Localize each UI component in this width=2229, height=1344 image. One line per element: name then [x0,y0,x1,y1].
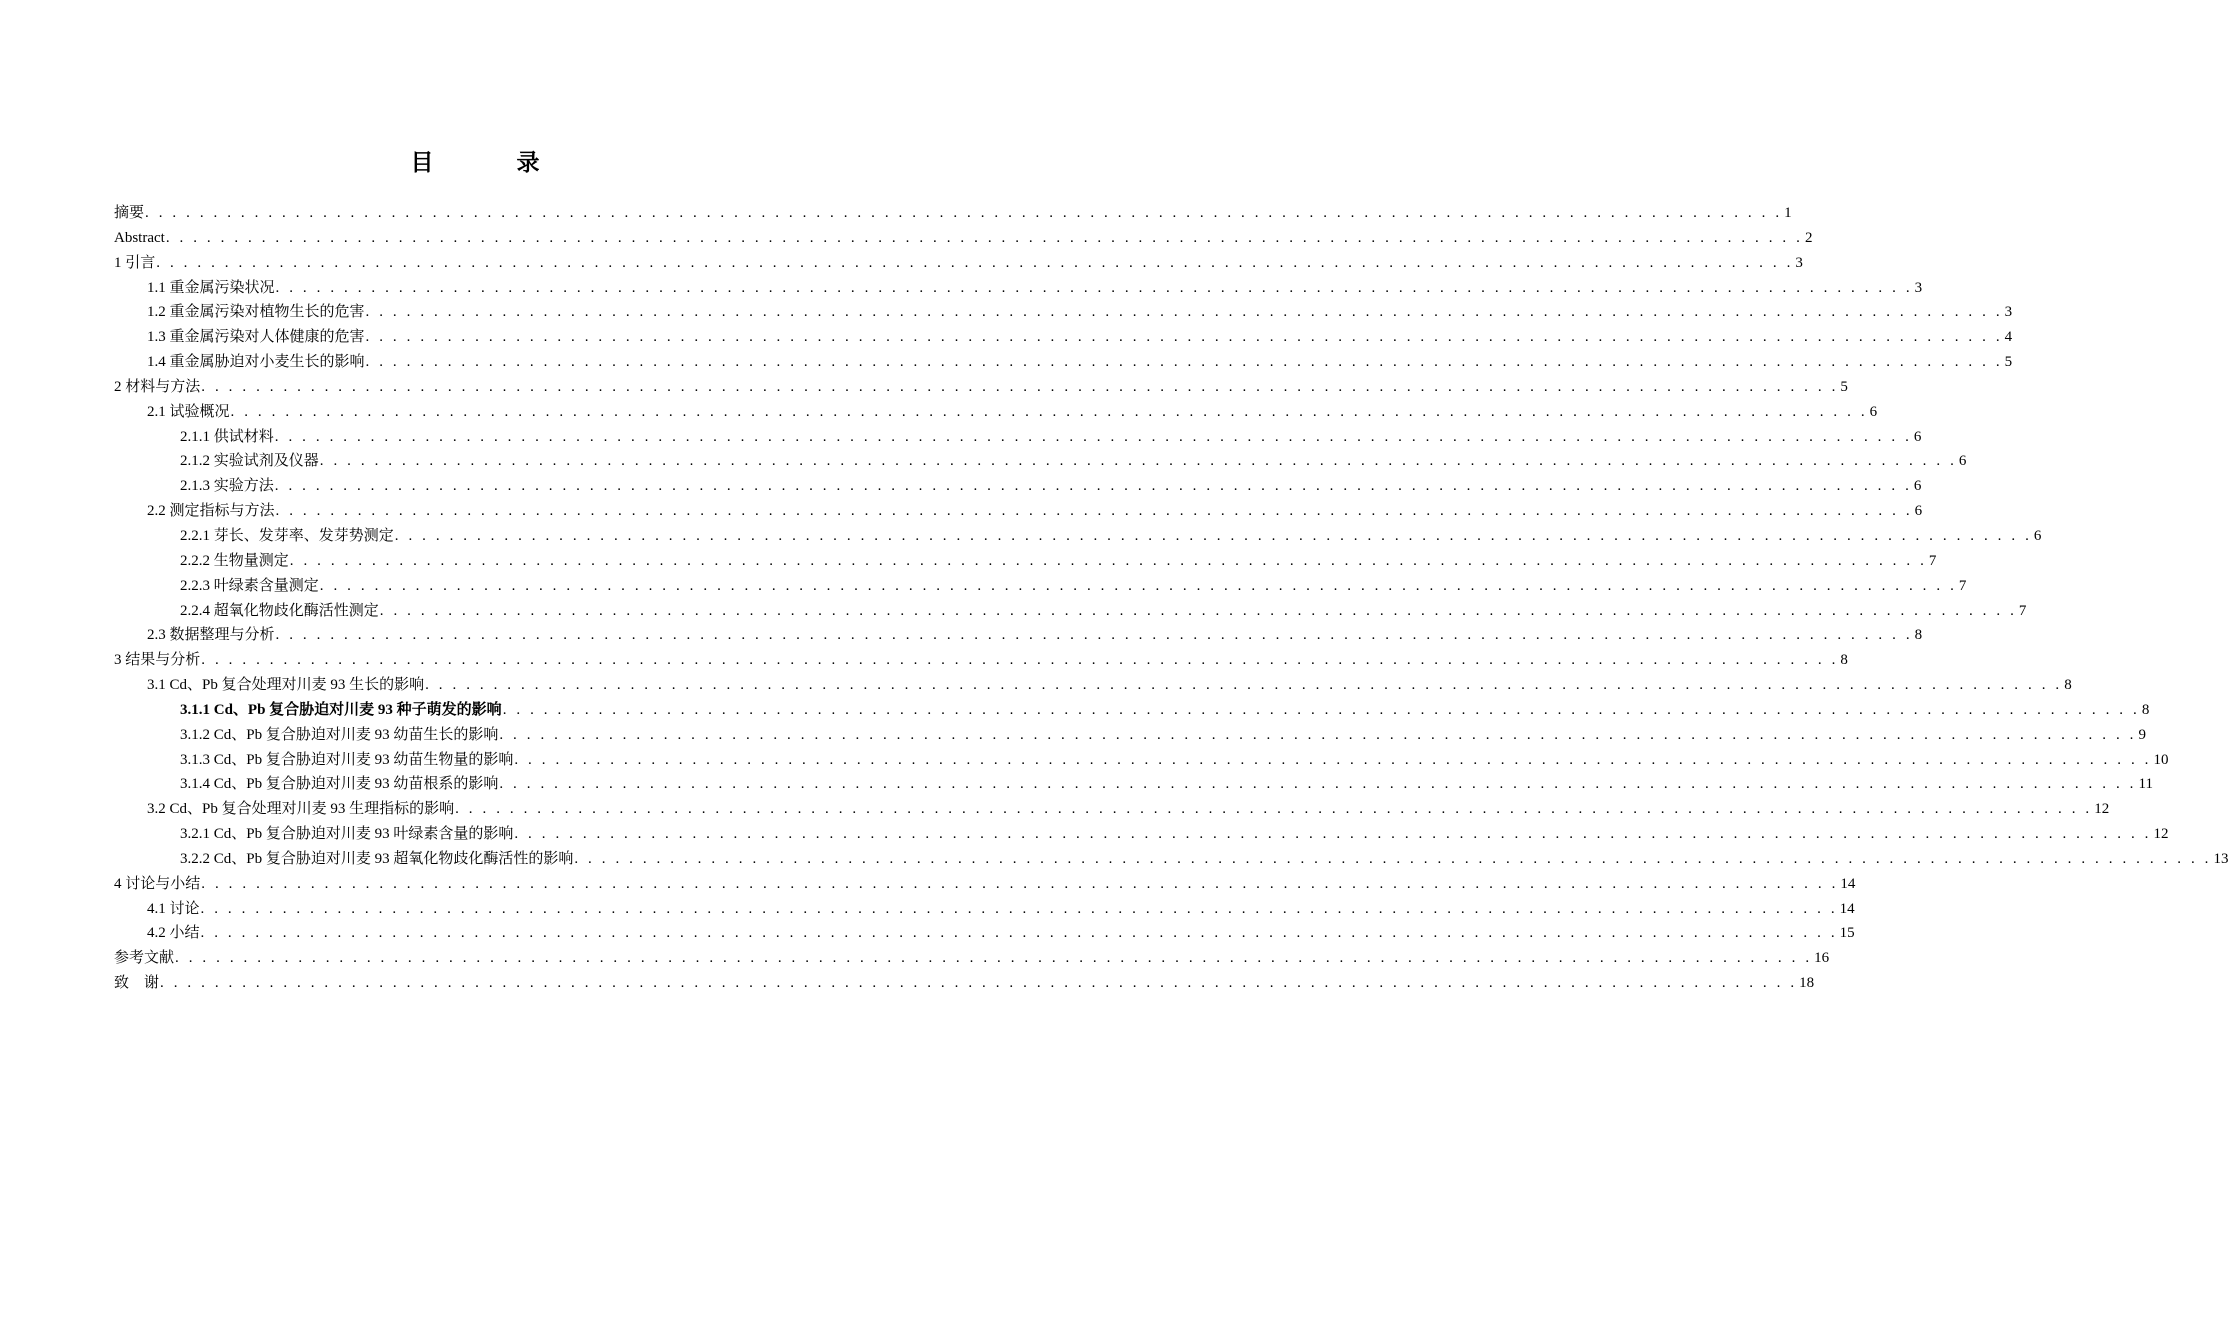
toc-dot-leader: . . . . . . . . . . . . . . . . . . . . . . . . . . . . . . . . . . . . . . . . . . . . . . . . . . . . . . . . . . . . . . . . . . . . . . . . . . . . . . . . . . . . . . . . . . . . . . . . . . . . . . . . . . . . . . . . . . . . . . . . [160,975,1798,992]
toc-dot-leader: . . . . . . . . . . . . . . . . . . . . . . . . . . . . . . . . . . . . . . . . . . . . . . . . . . . . . . . . . . . . . . . . . . . . . . . . . . . . . . . . . . . . . . . . . . . . . . . . . . . . . . . . . . . . . . . . . . . . . . . . [145,205,1783,221]
toc-entry-page-number: 6 [1869,403,1878,420]
toc-entry-page-number: 9 [2138,726,2147,743]
toc-entry[interactable] [114,499,1923,524]
toc-entry-page-number: 3 [1914,279,1923,296]
toc-dot-leader: . . . . . . . . . . . . . . . . . . . . . . . . . . . . . . . . . . . . . . . . . . . . . . . . . . . . . . . . . . . . . . . . . . . . . . . . . . . . . . . . . . . . . . . . . . . . . . . . . . . . . . . . . . . . . . . . . . . . . . . . [319,577,1957,594]
toc-entry[interactable] [114,375,1848,400]
toc-dot-leader: . . . . . . . . . . . . . . . . . . . . . . . . . . . . . . . . . . . . . . . . . . . . . . . . . . . . . . . . . . . . . . . . . . . . . . . . . . . . . . . . . . . . . . . . . . . . . . . . . . . . . . . . . . . . . . . . . . . . . . . . [379,602,2017,619]
toc-dot-leader: . . . . . . . . . . . . . . . . . . . . . . . . . . . . . . . . . . . . . . . . . . . . . . . . . . . . . . . . . . . . . . . . . . . . . . . . . . . . . . . . . . . . . . . . . . . . . . . . . . . . . . . . . . . . . . . . . . . . . . . . [394,527,2032,544]
toc-entry-label: 2.1.2 实验试剂及仪器 [180,453,319,470]
toc-entry-page-number: 7 [1928,552,1937,569]
toc-entry[interactable] [114,574,1967,599]
toc-entry-label: 4 讨论与小结 [114,875,201,892]
toc-entry-page-number: 7 [1958,577,1967,594]
toc-entry-page-number: 1 [1784,205,1792,221]
toc-entry-label: 2.1.1 供试材料 [180,428,274,445]
toc-entry-label: 2.1.3 实验方法 [180,478,274,495]
toc-entry-page-number: 16 [1814,950,1830,967]
toc-entry-page-number: 14 [1839,900,1855,917]
toc-entry[interactable] [114,325,2013,350]
toc-entry[interactable] [114,797,2110,822]
toc-entry[interactable] [114,723,2147,748]
toc-entry-page-number: 8 [1914,627,1923,644]
toc-entry-label: 参考文献 [114,950,175,967]
toc-dot-leader: . . . . . . . . . . . . . . . . . . . . . . . . . . . . . . . . . . . . . . . . . . . . . . . . . . . . . . . . . . . . . . . . . . . . . . . . . . . . . . . . . . . . . . . . . . . . . . . . . . . . . . . . . . . . . . . . . . . . . . . . [200,900,1838,917]
toc-entry[interactable] [114,425,1922,450]
toc-dot-leader: . . . . . . . . . . . . . . . . . . . . . . . . . . . . . . . . . . . . . . . . . . . . . . . . . . . . . . . . . . . . . . . . . . . . . . . . . . . . . . . . . . . . . . . . . . . . . . . . . . . . . . . . . . . . . . . . . . . . . . . . [175,950,1813,967]
toc-dot-leader: . . . . . . . . . . . . . . . . . . . . . . . . . . . . . . . . . . . . . . . . . . . . . . . . . . . . . . . . . . . . . . . . . . . . . . . . . . . . . . . . . . . . . . . . . . . . . . . . . . . . . . . . . . . . . . . . . . . . . . . . [201,652,1839,669]
toc-dot-leader: . . . . . . . . . . . . . . . . . . . . . . . . . . . . . . . . . . . . . . . . . . . . . . . . . . . . . . . . . . . . . . . . . . . . . . . . . . . . . . . . . . . . . . . . . . . . . . . . . . . . . . . . . . . . . . . . . . . . . . . . [574,850,2212,867]
toc-dot-leader: . . . . . . . . . . . . . . . . . . . . . . . . . . . . . . . . . . . . . . . . . . . . . . . . . . . . . . . . . . . . . . . . . . . . . . . . . . . . . . . . . . . . . . . . . . . . . . . . . . . . . . . . . . . . . . . . . . . . . . . . [275,627,1913,644]
toc-dot-leader: . . . . . . . . . . . . . . . . . . . . . . . . . . . . . . . . . . . . . . . . . . . . . . . . . . . . . . . . . . . . . . . . . . . . . . . . . . . . . . . . . . . . . . . . . . . . . . . . . . . . . . . . . . . . . . . . . . . . . . . . [365,329,2003,346]
toc-entry[interactable] [114,772,2153,797]
toc-entry[interactable] [114,276,1923,301]
toc-dot-leader: . . . . . . . . . . . . . . . . . . . . . . . . . . . . . . . . . . . . . . . . . . . . . . . . . . . . . . . . . . . . . . . . . . . . . . . . . . . . . . . . . . . . . . . . . . . . . . . . . . . . . . . . . . . . . . . . . . . . . . . . [502,701,2140,718]
toc-entry-page-number: 13 [2213,850,2229,867]
toc-entry-page-number: 3 [2004,304,2013,321]
toc-entry-label: 3.1.4 Cd、Pb 复合胁迫对川麦 93 幼苗根系的影响 [180,776,499,793]
toc-dot-leader: . . . . . . . . . . . . . . . . . . . . . . . . . . . . . . . . . . . . . . . . . . . . . . . . . . . . . . . . . . . . . . . . . . . . . . . . . . . . . . . . . . . . . . . . . . . . . . . . . . . . . . . . . . . . . . . . . . . . . . . . [156,254,1794,271]
toc-entry-label: 4.2 小结 [147,925,200,942]
toc-entry[interactable] [114,400,1878,425]
toc-entry[interactable] [114,847,2229,872]
toc-entry-page-number: 8 [2064,677,2072,694]
toc-entry-page-number: 5 [2004,354,2013,371]
toc-entry-page-number: 14 [1840,875,1856,892]
toc-title: 目 录 [410,150,570,176]
toc-entry-label: 1.1 重金属污染状况 [147,279,275,296]
toc-dot-leader: . . . . . . . . . . . . . . . . . . . . . . . . . . . . . . . . . . . . . . . . . . . . . . . . . . . . . . . . . . . . . . . . . . . . . . . . . . . . . . . . . . . . . . . . . . . . . . . . . . . . . . . . . . . . . . . . . . . . . . . . [230,403,1868,420]
toc-entry-page-number: 10 [2153,751,2169,768]
toc-entry-page-number: 12 [2094,801,2110,818]
toc-entry-label: Abstract [114,229,165,246]
toc-entry-label: 3.2 Cd、Pb 复合处理对川麦 93 生理指标的影响 [147,801,455,818]
toc-entry-label: 3.1.3 Cd、Pb 复合胁迫对川麦 93 幼苗生物量的影响 [180,751,514,768]
toc-entry-label: 1.2 重金属污染对植物生长的危害 [147,304,365,321]
toc-entry-page-number: 18 [1799,975,1815,992]
toc-entry[interactable] [114,449,1967,474]
toc-dot-leader: . . . . . . . . . . . . . . . . . . . . . . . . . . . . . . . . . . . . . . . . . . . . . . . . . . . . . . . . . . . . . . . . . . . . . . . . . . . . . . . . . . . . . . . . . . . . . . . . . . . . . . . . . . . . . . . . . . . . . . . . [200,925,1838,942]
toc-dot-leader: . . . . . . . . . . . . . . . . . . . . . . . . . . . . . . . . . . . . . . . . . . . . . . . . . . . . . . . . . . . . . . . . . . . . . . . . . . . . . . . . . . . . . . . . . . . . . . . . . . . . . . . . . . . . . . . . . . . . . . . . [275,279,1913,296]
toc-entry-label: 1.4 重金属胁迫对小麦生长的影响 [147,354,365,371]
toc-entry[interactable] [114,971,1815,996]
toc-dot-leader: . . . . . . . . . . . . . . . . . . . . . . . . . . . . . . . . . . . . . . . . . . . . . . . . . . . . . . . . . . . . . . . . . . . . . . . . . . . . . . . . . . . . . . . . . . . . . . . . . . . . . . . . . . . . . . . . . . . . . . . . [274,478,1912,495]
toc-dot-leader: . . . . . . . . . . . . . . . . . . . . . . . . . . . . . . . . . . . . . . . . . . . . . . . . . . . . . . . . . . . . . . . . . . . . . . . . . . . . . . . . . . . . . . . . . . . . . . . . . . . . . . . . . . . . . . . . . . . . . . . . [499,726,2137,743]
toc-entry-label: 3.1 Cd、Pb 复合处理对川麦 93 生长的影响 [147,677,425,694]
toc-entry-label: 4.1 讨论 [147,900,200,917]
toc-entry[interactable] [114,549,1937,574]
toc-entry-page-number: 8 [2141,701,2150,718]
toc-entry[interactable] [114,822,2169,847]
toc-entry[interactable] [114,226,1813,251]
toc-entry-label: 3.2.2 Cd、Pb 复合胁迫对川麦 93 超氧化物歧化酶活性的影响 [180,850,574,867]
toc-entry-label: 致 谢 [114,975,160,992]
toc-entry-label: 2.2 测定指标与方法 [147,503,275,520]
toc-entry-label: 2.2.2 生物量测定 [180,552,289,569]
toc-entry-label: 2.2.1 芽长、发芽率、发芽势测定 [180,527,394,544]
toc-entry-label: 2 材料与方法 [114,378,201,395]
toc-entry-label: 3.2.1 Cd、Pb 复合胁迫对川麦 93 叶绿素含量的影响 [180,826,514,843]
toc-dot-leader: . . . . . . . . . . . . . . . . . . . . . . . . . . . . . . . . . . . . . . . . . . . . . . . . . . . . . . . . . . . . . . . . . . . . . . . . . . . . . . . . . . . . . . . . . . . . . . . . . . . . . . . . . . . . . . . . . . . . . . . . [365,354,2003,371]
toc-entry-page-number: 5 [1840,378,1848,395]
toc-dot-leader: . . . . . . . . . . . . . . . . . . . . . . . . . . . . . . . . . . . . . . . . . . . . . . . . . . . . . . . . . . . . . . . . . . . . . . . . . . . . . . . . . . . . . . . . . . . . . . . . . . . . . . . . . . . . . . . . . . . . . . . . [319,453,1957,470]
toc-entry[interactable] [114,524,2042,549]
toc-dot-leader: . . . . . . . . . . . . . . . . . . . . . . . . . . . . . . . . . . . . . . . . . . . . . . . . . . . . . . . . . . . . . . . . . . . . . . . . . . . . . . . . . . . . . . . . . . . . . . . . . . . . . . . . . . . . . . . . . . . . . . . . [514,751,2152,768]
toc-entry[interactable] [114,648,1848,673]
toc-entry-label: 2.2.4 超氧化物歧化酶活性测定 [180,602,379,619]
toc-entry[interactable] [114,201,1792,226]
toc-entry[interactable] [114,251,1803,276]
toc-entry-page-number: 4 [2004,329,2013,346]
toc-entry[interactable] [114,350,2013,375]
toc-entry-page-number: 6 [1958,453,1967,470]
toc-dot-leader: . . . . . . . . . . . . . . . . . . . . . . . . . . . . . . . . . . . . . . . . . . . . . . . . . . . . . . . . . . . . . . . . . . . . . . . . . . . . . . . . . . . . . . . . . . . . . . . . . . . . . . . . . . . . . . . . . . . . . . . . [275,503,1913,520]
toc-entry-page-number: 6 [1913,478,1922,495]
toc-entry[interactable] [114,623,1923,648]
toc-dot-leader: . . . . . . . . . . . . . . . . . . . . . . . . . . . . . . . . . . . . . . . . . . . . . . . . . . . . . . . . . . . . . . . . . . . . . . . . . . . . . . . . . . . . . . . . . . . . . . . . . . . . . . . . . . . . . . . . . . . . . . . . [514,826,2152,843]
toc-dot-leader: . . . . . . . . . . . . . . . . . . . . . . . . . . . . . . . . . . . . . . . . . . . . . . . . . . . . . . . . . . . . . . . . . . . . . . . . . . . . . . . . . . . . . . . . . . . . . . . . . . . . . . . . . . . . . . . . . . . . . . . . [499,776,2137,793]
toc-entry[interactable] [114,698,2150,723]
toc-list [114,201,2229,996]
toc-entry-label: 2.2.3 叶绿素含量测定 [180,577,319,594]
toc-entry-label: 2.1 试验概况 [147,403,230,420]
toc-entry[interactable] [114,673,2072,698]
toc-dot-leader: . . . . . . . . . . . . . . . . . . . . . . . . . . . . . . . . . . . . . . . . . . . . . . . . . . . . . . . . . . . . . . . . . . . . . . . . . . . . . . . . . . . . . . . . . . . . . . . . . . . . . . . . . . . . . . . . . . . . . . . . [274,428,1912,445]
toc-entry-label: 3 结果与分析 [114,652,201,669]
toc-entry-page-number: 6 [1914,503,1923,520]
toc-dot-leader: . . . . . . . . . . . . . . . . . . . . . . . . . . . . . . . . . . . . . . . . . . . . . . . . . . . . . . . . . . . . . . . . . . . . . . . . . . . . . . . . . . . . . . . . . . . . . . . . . . . . . . . . . . . . . . . . . . . . . . . . [201,875,1839,892]
toc-entry-label: 1.3 重金属污染对人体健康的危害 [147,329,365,346]
toc-entry[interactable] [114,872,1856,897]
toc-dot-leader: . . . . . . . . . . . . . . . . . . . . . . . . . . . . . . . . . . . . . . . . . . . . . . . . . . . . . . . . . . . . . . . . . . . . . . . . . . . . . . . . . . . . . . . . . . . . . . . . . . . . . . . . . . . . . . . . . . . . . . . . [289,552,1927,569]
toc-entry-page-number: 12 [2153,826,2169,843]
toc-entry-page-number: 8 [1840,652,1848,669]
toc-entry-label: 3.1.2 Cd、Pb 复合胁迫对川麦 93 幼苗生长的影响 [180,726,499,743]
toc-entry-page-number: 6 [2033,527,2042,544]
toc-entry[interactable] [114,946,1830,971]
toc-entry-label: 摘要 [114,205,145,221]
toc-entry-label: 2.3 数据整理与分析 [147,627,275,644]
toc-entry-page-number: 2 [1804,229,1813,246]
toc-entry-page-number: 3 [1795,254,1803,271]
toc-entry-page-number: 7 [2018,602,2027,619]
toc-entry-page-number: 6 [1913,428,1922,445]
toc-dot-leader: . . . . . . . . . . . . . . . . . . . . . . . . . . . . . . . . . . . . . . . . . . . . . . . . . . . . . . . . . . . . . . . . . . . . . . . . . . . . . . . . . . . . . . . . . . . . . . . . . . . . . . . . . . . . . . . . . . . . . . . . [365,304,2003,321]
toc-entry-page-number: 15 [1839,925,1855,942]
toc-dot-leader: . . . . . . . . . . . . . . . . . . . . . . . . . . . . . . . . . . . . . . . . . . . . . . . . . . . . . . . . . . . . . . . . . . . . . . . . . . . . . . . . . . . . . . . . . . . . . . . . . . . . . . . . . . . . . . . . . . . . . . . . [165,229,1803,246]
toc-entry-page-number: 11 [2138,776,2153,793]
toc-dot-leader: . . . . . . . . . . . . . . . . . . . . . . . . . . . . . . . . . . . . . . . . . . . . . . . . . . . . . . . . . . . . . . . . . . . . . . . . . . . . . . . . . . . . . . . . . . . . . . . . . . . . . . . . . . . . . . . . . . . . . . . . [455,801,2093,818]
toc-entry[interactable] [114,748,2169,773]
toc-entry[interactable] [114,474,1922,499]
toc-entry[interactable] [114,921,1855,946]
toc-entry-label: 1 引言 [114,254,156,271]
toc-dot-leader: . . . . . . . . . . . . . . . . . . . . . . . . . . . . . . . . . . . . . . . . . . . . . . . . . . . . . . . . . . . . . . . . . . . . . . . . . . . . . . . . . . . . . . . . . . . . . . . . . . . . . . . . . . . . . . . . . . . . . . . . [425,677,2063,694]
toc-entry-label: 3.1.1 Cd、Pb 复合胁迫对川麦 93 种子萌发的影响 [180,701,502,718]
toc-entry[interactable] [114,599,2027,624]
toc-dot-leader: . . . . . . . . . . . . . . . . . . . . . . . . . . . . . . . . . . . . . . . . . . . . . . . . . . . . . . . . . . . . . . . . . . . . . . . . . . . . . . . . . . . . . . . . . . . . . . . . . . . . . . . . . . . . . . . . . . . . . . . . [201,378,1839,395]
toc-entry[interactable] [114,300,2013,325]
toc-entry[interactable] [114,897,1855,922]
